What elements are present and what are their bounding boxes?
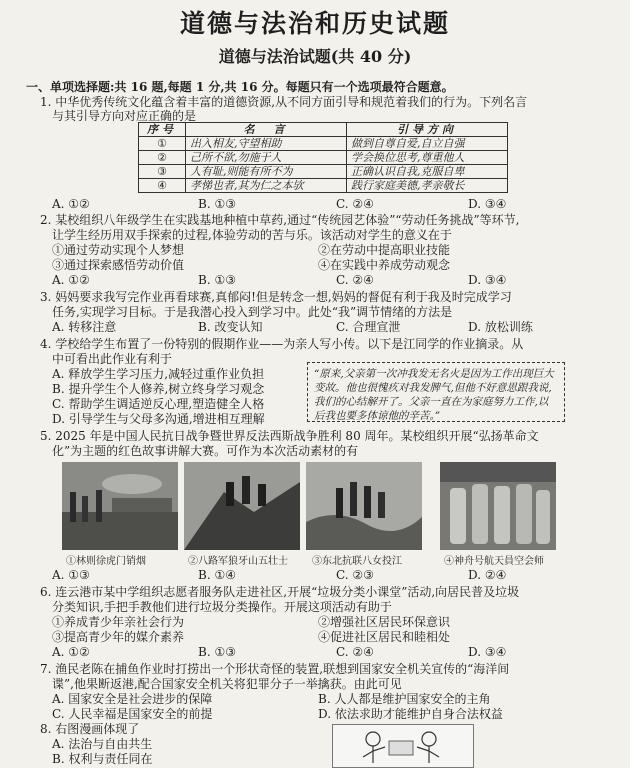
q6-stem-line2: 分类知识,手把手教他们进行垃圾分类操作。开展这项活动有助于	[52, 600, 392, 614]
q8-option-b: B. 权利与责任同在	[52, 752, 153, 766]
q3-stem-line2: 任务,实现学习目标。于是我潜心投入到学习中。此处“我”调节情绪的方法是	[52, 305, 453, 319]
q2-option-a: A. ①②	[52, 273, 90, 287]
q4-option-d: D. 引导学生与父母多沟通,增进相互理解	[52, 412, 265, 426]
q4-option-a: A. 释放学生学习压力,减轻过重作业负担	[52, 367, 265, 381]
table-cell: 做到自尊自爱,自立自强	[347, 137, 508, 151]
q7-option-c: C. 人民幸福是国家安全的前提	[52, 707, 213, 721]
table-header: 引导方向	[347, 123, 508, 137]
q8-cartoon-image	[332, 724, 474, 768]
q6-choice-1: ①养成青少年亲社会行为	[52, 615, 185, 629]
table-cell: ①	[139, 137, 186, 151]
table-cell: 人有耻,则能有所不为	[186, 165, 347, 179]
table-cell: 正确认识自我,克服自卑	[347, 165, 508, 179]
table-cell: 孝悌也者,其为仁之本欤	[186, 179, 347, 193]
q1-stem-line2: 与其引导方向对应正确的是	[52, 109, 197, 123]
q4-option-c: C. 帮助学生调适逆反心理,塑造健全人格	[52, 397, 265, 411]
q2-option-d: D. ③④	[468, 273, 507, 287]
q1-option-d: D. ③④	[468, 197, 507, 211]
q1-option-a: A. ①②	[52, 197, 90, 211]
q2-option-b: B. ①③	[198, 273, 236, 287]
table-row	[139, 165, 508, 179]
q8-option-a: A. 法治与自由共生	[52, 737, 153, 751]
q5-option-a: A. ①③	[52, 568, 90, 582]
table-header: 序号	[139, 123, 186, 137]
q7-option-a: A. 国家安全是社会进步的保障	[52, 692, 213, 706]
table-cell: 出入相友,守望相助	[186, 137, 347, 151]
table-row	[139, 151, 508, 165]
photo-caption-2: ②八路军狼牙山五壮士	[188, 556, 288, 567]
q5-option-c: C. ②③	[336, 568, 374, 582]
photo-shenzhou-astronauts	[440, 462, 556, 550]
table-cell: ③	[139, 165, 186, 179]
q6-stem-line1: 6. 连云港市某中学组织志愿者服务队走进社区,开展“垃圾分类小课堂”活动,向居民普及垃圾	[40, 585, 520, 599]
q5-option-d: D. ②④	[468, 568, 507, 582]
q4-stem-line1: 4. 学校给学生布置了一份特别的假期作业——为亲人写小传。以下是江同学的作业摘录。从	[40, 337, 524, 351]
q6-option-b: B. ①③	[198, 645, 236, 659]
photo-caption-4: ④神舟号航天員空会师	[444, 556, 544, 567]
table-row	[139, 137, 508, 151]
q3-option-c: C. 合理宣泄	[336, 320, 401, 334]
q1-motto-table	[138, 122, 508, 193]
q3-option-b: B. 改变认知	[198, 320, 263, 334]
q2-stem-line1: 2. 某校组织八年级学生在实践基地种植中草药,通过“传统园艺体验”“劳动任务挑战”等环节,	[40, 213, 520, 227]
q6-choice-2: ②增强社区居民环保意识	[318, 615, 451, 629]
q6-choice-4: ④促进社区居民和睦相处	[318, 630, 451, 644]
q1-stem-line1: 1. 中华优秀传统文化蕴含着丰富的道德资源,从不同方面引导和规范着我们的行为。下列名言	[40, 95, 528, 109]
q5-stem-line1: 5. 2025 年是中国人民抗日战争暨世界反法西斯战争胜利 80 周年。某校组织开展“弘扬革命文	[40, 429, 539, 443]
exam-title: 道德与法治和历史试题	[179, 9, 450, 38]
q2-choice-3: ③通过探索感悟劳动价值	[52, 258, 185, 272]
q6-choice-3: ③提高青少年的媒介素养	[52, 630, 185, 644]
q4-quote-box: “原来,父亲第一次冲我发无名火是因为工作出现巨大变故。他也很愧疚对我发脾气,但他不好意思跟我说,我们的心结解开了。父亲一直在为家庭努力工作,以后我也要多体谅他的辛苦。”	[307, 362, 565, 422]
exam-subtitle: 道德与法治试题(共 40 分)	[218, 47, 412, 66]
table-header: 名 言	[186, 123, 347, 137]
table-cell: 己所不欲,勿施于人	[186, 151, 347, 165]
section-heading: 一、单项选择题:共 16 题,每题 1 分,共 16 分。每题只有一个选项最符合题意。	[26, 80, 454, 94]
q2-choice-1: ①通过劳动实现个人梦想	[52, 243, 185, 257]
q1-option-b: B. ①③	[198, 197, 236, 211]
q3-option-a: A. 转移注意	[52, 320, 117, 334]
q2-choice-4: ④在实践中养成劳动观念	[318, 258, 451, 272]
photo-opium-destruction	[62, 462, 178, 550]
q7-option-d: D. 依法求助才能维护自身合法权益	[318, 707, 503, 721]
table-cell: ④	[139, 179, 186, 193]
photo-caption-3: ③东北抗联八女投江	[312, 556, 402, 567]
q6-option-c: C. ②④	[336, 645, 374, 659]
q7-stem-line2: 谍”,他果断返港,配合国家安全机关将犯罪分子一举擒获。由此可见	[52, 677, 402, 691]
q1-option-c: C. ②④	[336, 197, 374, 211]
photo-eight-women-river	[306, 462, 422, 550]
photo-langya-mountain	[184, 462, 300, 550]
photo-caption-1: ①林则徐虎门销烟	[66, 556, 146, 567]
q8-stem: 8. 右图漫画体现了	[40, 722, 140, 736]
q3-stem-line1: 3. 妈妈要求我写完作业再看球赛,真郁闷!但是转念一想,妈妈的督促有利于我及时完成学习	[40, 290, 512, 304]
q6-option-d: D. ③④	[468, 645, 507, 659]
q3-option-d: D. 放松训练	[468, 320, 533, 334]
q4-option-b: B. 提升学生个人修养,树立终身学习观念	[52, 382, 265, 396]
q7-option-b: B. 人人都是维护国家安全的主角	[318, 692, 491, 706]
q2-choice-2: ②在劳动中提高职业技能	[318, 243, 451, 257]
table-cell: 学会换位思考,尊重他人	[347, 151, 508, 165]
q5-option-b: B. ①④	[198, 568, 236, 582]
q2-option-c: C. ②④	[336, 273, 374, 287]
table-cell: ②	[139, 151, 186, 165]
q5-stem-line2: 化”为主题的红色故事讲解大赛。可作为本次活动素材的有	[52, 444, 359, 458]
q6-option-a: A. ①②	[52, 645, 90, 659]
table-row	[139, 179, 508, 193]
q2-stem-line2: 让学生经历用双手探索的过程,体验劳动的苦与乐。该活动对学生的意义在于	[52, 228, 452, 242]
q4-stem-line2: 中可看出此作业有利于	[52, 352, 173, 366]
q7-stem-line1: 7. 渔民老陈在捕鱼作业时打捞出一个形状奇怪的装置,联想到国家安全机关宣传的“海洋间	[40, 662, 510, 676]
table-cell: 践行家庭美德,孝亲敬长	[347, 179, 508, 193]
